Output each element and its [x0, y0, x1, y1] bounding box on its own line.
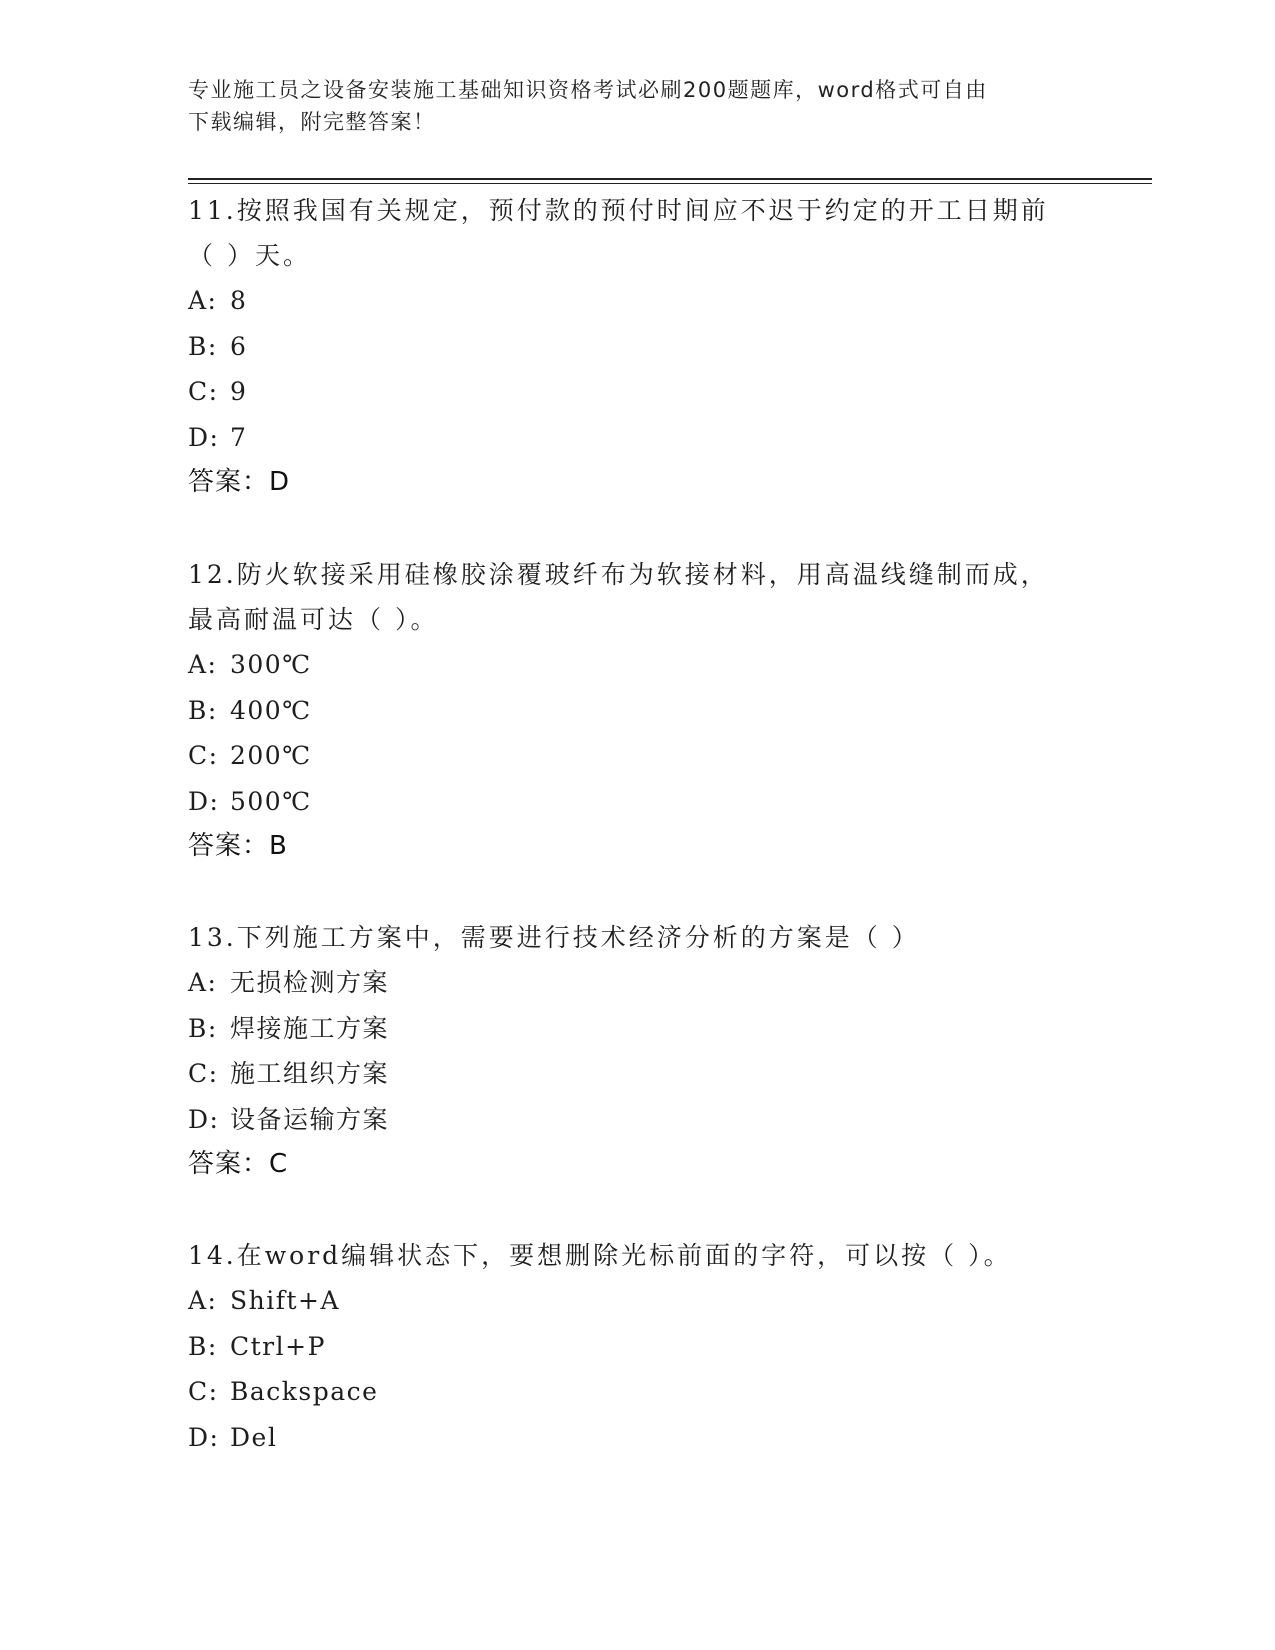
option-text: Shift+A — [230, 1286, 341, 1315]
option-text: 无损检测方案 — [230, 968, 390, 997]
option-b — [188, 324, 1088, 370]
document-header — [188, 74, 1088, 138]
option-text: 8 — [230, 286, 248, 315]
option-text: 500℃ — [230, 786, 312, 816]
option-d — [188, 1097, 1088, 1143]
answer-line: 答案：B — [188, 831, 288, 861]
question-stem-line: 最高耐温可达（ ）。 — [188, 605, 439, 634]
option-c — [188, 733, 1088, 779]
answer-line: 答案：D — [188, 467, 291, 497]
question-12 — [188, 552, 1088, 869]
header-line-1: 专业施工员之设备安装施工基础知识资格考试必刷200题题库，word格式可自由 — [188, 78, 988, 102]
option-letter: B: — [188, 331, 218, 361]
option-letter: C: — [188, 1377, 219, 1406]
answer-line: 答案：C — [188, 1149, 289, 1179]
option-letter: D: — [188, 1104, 220, 1134]
question-13 — [188, 915, 1088, 1187]
option-a — [188, 1278, 1088, 1324]
question-stem-line: 13.下列施工方案中，需要进行技术经济分析的方案是（ ） — [188, 923, 920, 952]
option-text: 6 — [230, 331, 248, 361]
option-letter: A: — [188, 650, 218, 679]
option-text: 300℃ — [230, 650, 312, 679]
option-c — [188, 1051, 1088, 1097]
question-stem-line: 12.防火软接采用硅橡胶涂覆玻纤布为软接材料，用高温线缝制而成， — [188, 560, 1049, 589]
option-letter: B: — [188, 695, 218, 725]
option-text: 9 — [230, 377, 248, 406]
option-text: Backspace — [230, 1377, 379, 1406]
option-text: 施工组织方案 — [230, 1059, 390, 1088]
option-letter: A: — [188, 1286, 218, 1315]
option-d — [188, 1415, 1088, 1461]
option-text: Del — [230, 1422, 278, 1452]
option-a — [188, 642, 1088, 688]
option-c — [188, 1369, 1088, 1415]
option-letter: C: — [188, 377, 219, 406]
option-letter: D: — [188, 422, 220, 452]
option-text: 400℃ — [230, 695, 312, 725]
header-divider-thick — [188, 178, 1152, 180]
option-letter: C: — [188, 1059, 219, 1088]
question-stem-line: （ ）天。 — [188, 241, 311, 270]
option-letter: A: — [188, 286, 218, 315]
question-11 — [188, 188, 1088, 505]
header-divider-thin — [188, 183, 1152, 184]
question-14 — [188, 1233, 1088, 1460]
option-c — [188, 369, 1088, 415]
option-b — [188, 1324, 1088, 1370]
option-letter: A: — [188, 968, 218, 997]
option-text: Ctrl+P — [230, 1331, 326, 1361]
question-stem-line: 14.在word编辑状态下，要想删除光标前面的字符，可以按（ ）。 — [188, 1241, 1012, 1270]
option-letter: D: — [188, 786, 220, 816]
option-b — [188, 688, 1088, 734]
option-b — [188, 1006, 1088, 1052]
option-letter: B: — [188, 1331, 218, 1361]
option-text: 设备运输方案 — [230, 1104, 390, 1134]
option-d — [188, 415, 1088, 461]
option-text: 200℃ — [230, 741, 312, 770]
option-text: 7 — [230, 422, 248, 452]
option-a — [188, 960, 1088, 1006]
option-d — [188, 779, 1088, 825]
option-text: 焊接施工方案 — [230, 1013, 390, 1043]
option-a — [188, 278, 1088, 324]
option-letter: B: — [188, 1013, 218, 1043]
option-letter: C: — [188, 741, 219, 770]
option-letter: D: — [188, 1422, 220, 1452]
question-stem-line: 11.按照我国有关规定，预付款的预付时间应不迟于约定的开工日期前 — [188, 196, 1049, 225]
header-line-2: 下载编辑，附完整答案！ — [188, 110, 436, 134]
